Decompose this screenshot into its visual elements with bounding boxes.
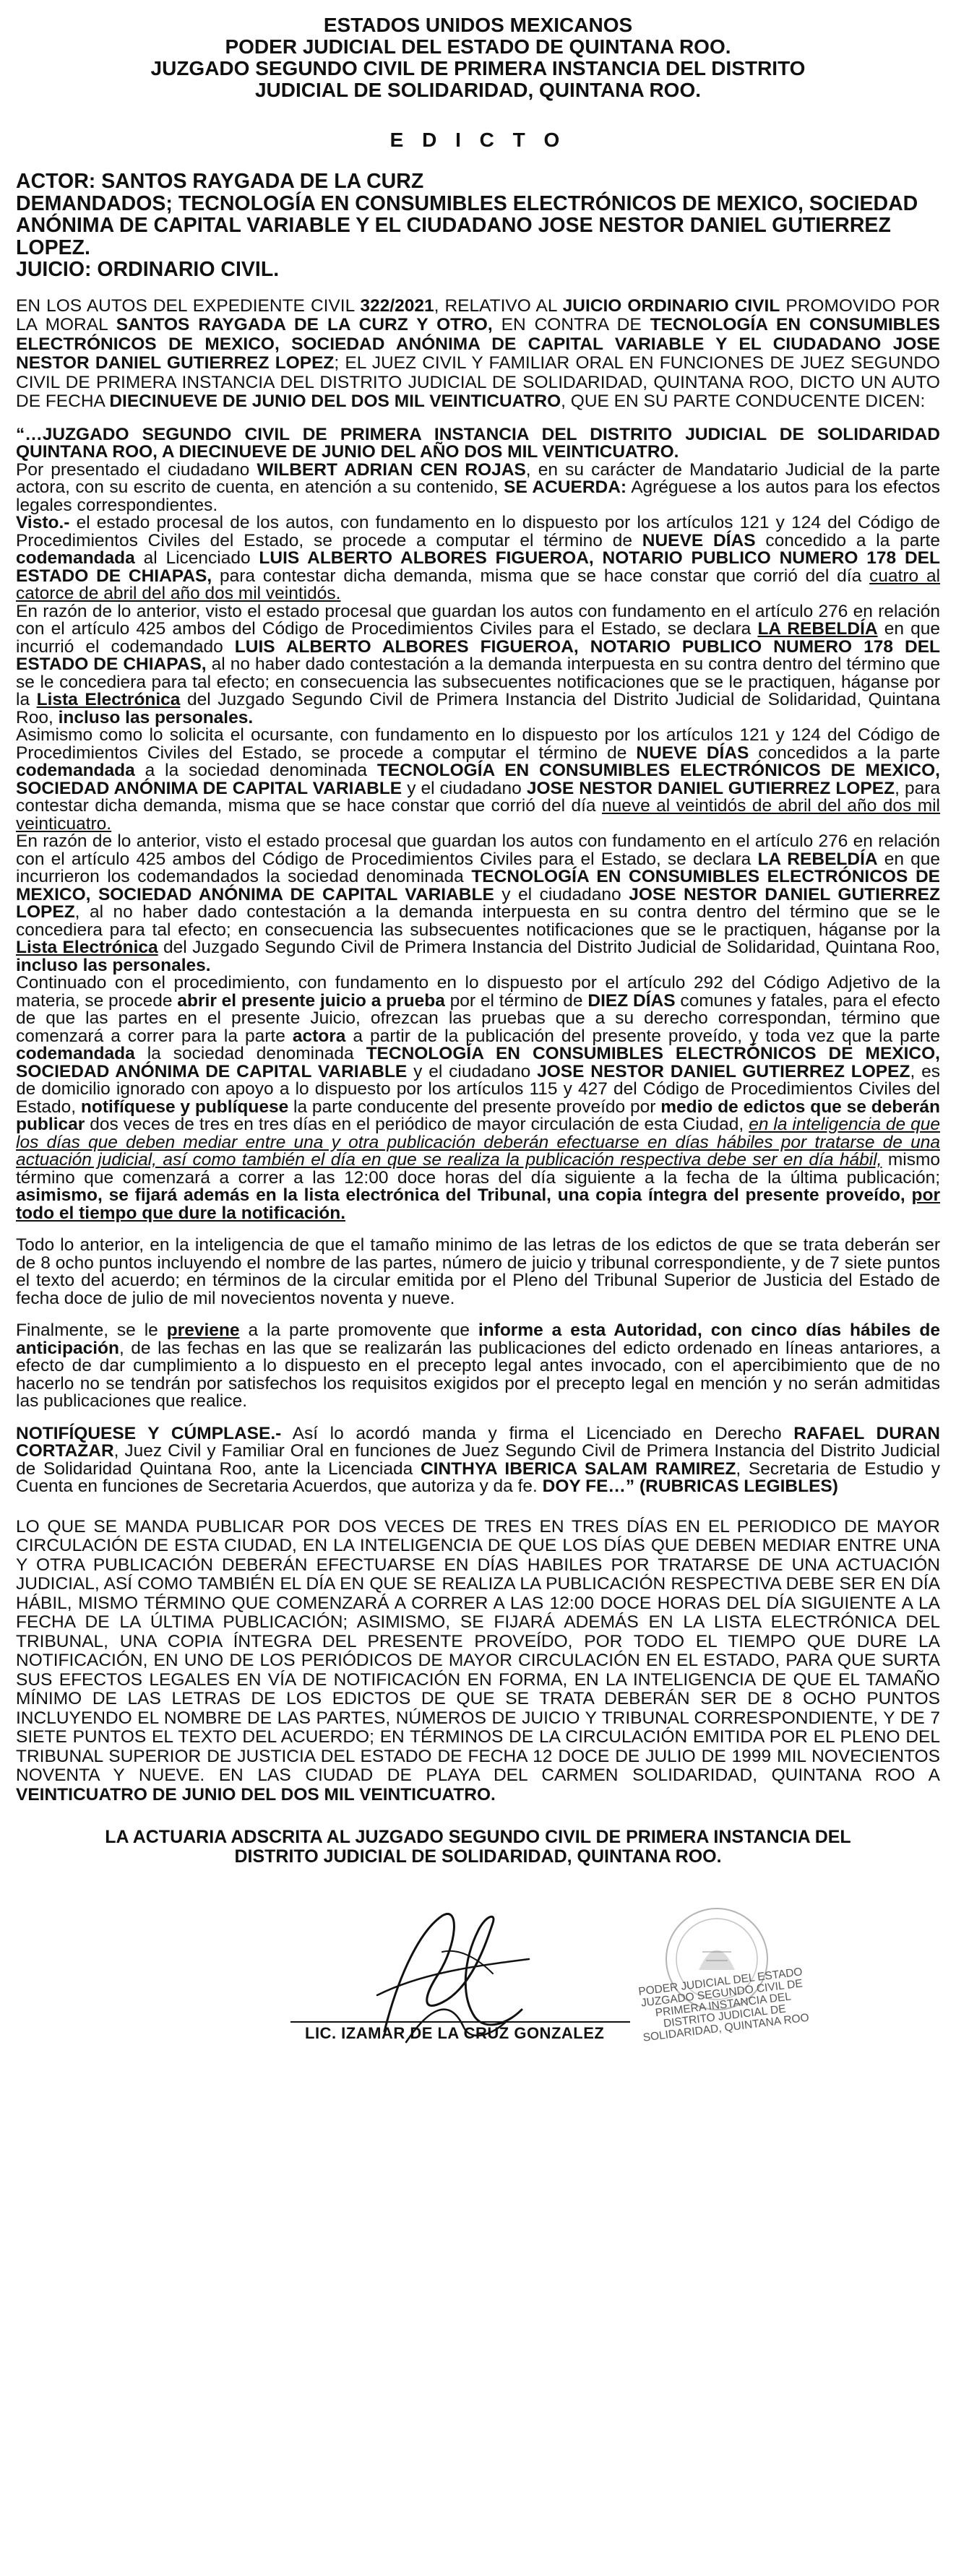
defendant-names: TECNOLOGÍA EN CONSUMIBLES ELECTRÓNICOS DE MEXICO, SOCIEDAD ANÓNIMA DE CAPITAL VARIABLE Y EL CIUDADANO JOSE NESTOR DANIEL GUTIERREZ LOPEZ [16, 315, 941, 373]
intro-text: PROMOVIDO POR LA MORAL [16, 295, 940, 334]
rebeldia: LA REBELDÍA [757, 619, 878, 639]
text-run: Continuado con el procedimiento, con fundamento en lo dispuesto por el artículo 292 del Código Adjetivo de la materia, se procede [16, 973, 940, 1011]
se-acuerda: SE ACUERDA: [504, 477, 627, 497]
text-run: mismo término que comenzará a correr a las 12:00 doce horas del día siguiente a la fecha de la última publicación; [16, 1150, 940, 1188]
incluso-personales: incluso las personales. [16, 955, 211, 975]
text-run: , es de domicilio ignorado con apoyo a lo dispuesto por los artículos 115 y 427 del Código de Procedimientos Civiles del Estado, [16, 1061, 940, 1117]
citizen-name: JOSE NESTOR DANIEL GUTIERREZ LOPEZ [16, 884, 940, 922]
todo-el-tiempo: por todo el tiempo que dure la notificación. [16, 1185, 940, 1223]
secretary-name: CINTHYA IBERICA SALAM RAMIREZ [420, 1458, 736, 1479]
lista-tribunal: asimismo, se fijará además en la lista electrónica del Tribunal, una copia íntegra del presente proveído, [16, 1185, 905, 1205]
intro-text: , QUE EN SU PARTE CONDUCENTE DICEN: [561, 392, 926, 411]
text-run: concedidos a la parte [749, 743, 940, 763]
text-run: del Juzgado Segundo Civil de Primera Instancia del Distrito Judicial de Solidaridad, Quintana Roo, [16, 690, 940, 727]
paragraph-prueba [16, 974, 940, 1222]
paragraph-notifiquese [16, 1425, 940, 1496]
document-header [16, 14, 940, 101]
citizen-name: JOSE NESTOR DANIEL GUTIERREZ LOPEZ [537, 1061, 910, 1081]
text-run: y el ciudadano [494, 884, 629, 904]
intro-text: EN LOS AUTOS DEL EXPEDIENTE CIVIL [16, 295, 361, 316]
text-run: Asimismo como lo solicita el ocursante, con fundamento en lo dispuesto por los artículos 121 y 124 del Código de Procedimientos Civiles del Estado, se procede a computar el término de [16, 725, 940, 763]
text-run: en que incurrió el codemandado [16, 619, 940, 657]
text-run: , Juez Civil y Familiar Oral en funciones de Juez Segundo Civil de Primera Instancia del Distrito Judicial de Solidaridad Quintana Roo, ante la Licenciada [16, 1441, 940, 1479]
informe-autoridad: informe a esta Autoridad, con cinco días hábiles de anticipación [16, 1321, 941, 1358]
auto-date: DIECINUEVE DE JUNIO DEL DOS MIL VEINTICUATRO [109, 392, 561, 411]
closing-line-2: DISTRITO JUDICIAL DE SOLIDARIDAD, QUINTANA ROO. [234, 1846, 722, 1867]
incluso-personales: incluso las personales. [58, 707, 254, 727]
plaintiff-name: SANTOS RAYGADA DE LA CURZ Y OTRO, [116, 315, 493, 334]
text-run: el estado procesal de los autos, con fundamento en lo dispuesto por los artículos 121 y 124 del Código de Procedimientos Civiles del Estado, se procede a computar el término de [16, 513, 940, 550]
medio-edictos: medio de edictos que se deberán publicar [16, 1097, 941, 1134]
header-line-3: JUZGADO SEGUNDO CIVIL DE PRIMERA INSTANCIA DEL DISTRITO [150, 57, 806, 79]
text-run: la parte conducente del presente proveído por [288, 1097, 661, 1117]
notary-name: LUIS ALBERTO ALBORES FIGUEROA, NOTARIO PUBLICO NUMERO 178 DEL ESTADO DE CHIAPAS, [16, 548, 940, 586]
publication-date: VEINTICUATRO DE JUNIO DEL DOS MIL VEINTICUATRO. [16, 1784, 496, 1805]
intro-text: , RELATIVO AL [434, 295, 563, 316]
codemandada: codemandada [16, 761, 135, 780]
text-run: , al no haber dado contestación a la demanda interpuesta en su contra dentro del término que se le concediera para tal efecto; en consecuencia las subsecuentes notificaciones que se le practiquen, háganse por la [16, 902, 940, 940]
date-range: cuatro al catorce de abril del año dos mil veintidós. [16, 566, 941, 603]
text-run: del Juzgado Segundo Civil de Primera Instancia del Distrito Judicial de Solidaridad, Quintana Roo, [158, 938, 940, 957]
text-run: y el ciudadano [402, 778, 527, 798]
text-run: En razón de lo anterior, visto el estado procesal que guardan los autos con fundamento en el artículo 276 en relación con el artículo 425 ambos del Código de Procedimientos Civiles para el Estado, se declara [16, 601, 940, 639]
doy-fe: DOY FE…” (RUBRICAS LEGIBLES) [542, 1477, 838, 1496]
text-run: Finalmente, se le [16, 1321, 167, 1340]
signature-area [16, 1872, 940, 2046]
text-run: y el ciudadano [407, 1061, 538, 1081]
notifiquese-publiquese: notifíquese y publíquese [80, 1097, 289, 1117]
citizen-name: JOSE NESTOR DANIEL GUTIERREZ LOPEZ [526, 778, 895, 798]
text-run: al Licenciado [134, 548, 259, 568]
signature-line [290, 2021, 630, 2023]
paragraph-tamano-letras: Todo lo anterior, en la inteligencia de que el tamaño minimo de las letras de los edictos de que se trata deberán ser de 8 ocho puntos incluyendo el nombre de las partes, número de juicio y tribunal correspondiente, y de 7 siete puntos el texto del acuerdo; en términos de la circular emitida por el Pleno del Tribunal Superior de Justicia del Estado de fecha doce de julio de mil novecientos noventa y nueve. [16, 1235, 940, 1308]
company-name: TECNOLOGÍA EN CONSUMIBLES ELECTRÓNICOS DE MEXICO, SOCIEDAD ANÓNIMA DE CAPITAL VARIABLE [16, 867, 940, 904]
text-run: en que incurrieron los codemandados la sociedad denominada [16, 849, 940, 886]
text-run: a la parte promovente que [239, 1321, 478, 1340]
lawsuit-type: JUICIO ORDINARIO CIVIL [562, 295, 780, 316]
codemandada: codemandada [16, 548, 135, 568]
notary-name: LUIS ALBERTO ALBORES FIGUEROA, NOTARIO PUBLICO NUMERO 178 DEL ESTADO DE CHIAPAS, [16, 636, 940, 674]
edicto-title: E D I C T O [389, 129, 567, 151]
text-run: por el término de [444, 990, 588, 1011]
text-run: , Secretaria de Estudio y Cuenta en funciones de Secretaria Acuerdos, que autoriza y da fe. [16, 1458, 940, 1496]
parties-block [16, 170, 940, 281]
paragraph-rebeldia-codemandados [16, 833, 940, 974]
text-run: , para contestar dicha demanda, misma que se hace constar que corrió del día [16, 778, 940, 816]
stamp-text: PODER JUDICIAL DEL ESTADO JUZGADO SEGUNDO CIVIL DE PRIMERA INSTANCIA DEL DISTRITO JUDICIAL DE SOLIDARIDAD, QUINTANA ROO [637, 1966, 810, 2044]
attorney-name: WILBERT ADRIAN CEN ROJAS [257, 459, 526, 480]
paragraph-previene [16, 1322, 940, 1411]
lista-electronica: Lista Electrónica [36, 690, 181, 709]
date-range: nueve al veintidós de abril del año dos mil veinticuatro. [16, 796, 941, 834]
actora: actora [292, 1026, 346, 1046]
text-run: a partir de la publicación del presente proveído, y toda vez que la parte [345, 1026, 940, 1046]
lawsuit-type-line: JUICIO: ORDINARIO CIVIL. [16, 258, 280, 281]
text-run: al no haber dado contestación a la demanda interpuesta en su contra dentro del término que se le concediera para tal efecto; en consecuencia las subsecuentes notificaciones que se le practiquen, háganse por la [16, 654, 941, 709]
intro-paragraph [16, 297, 940, 412]
judge-name: RAFAEL DURAN CORTAZAR [16, 1423, 940, 1461]
edicto-document [0, 14, 956, 2576]
codemandada: codemandada [16, 1044, 135, 1063]
text-run: Agréguese a los autos para los efectos legales correspondientes. [16, 477, 941, 515]
intro-text: ; EL JUEZ CIVIL Y FAMILIAR ORAL EN FUNCIONES DE JUEZ SEGUNDO CIVIL DE PRIMERA INSTANCIA DEL DISTRITO JUDICIAL DE SOLIDARIDAD, QUINTANA ROO, DICTO UN AUTO DE FECHA [16, 353, 940, 411]
text-run: comunes y fatales, para el efecto de que las partes en el presente Juicio, ofrezcan las pruebas que a su derecho correspondan, término que comenzará a correr para la parte [16, 990, 940, 1046]
actor-line: ACTOR: SANTOS RAYGADA DE LA CURZ [16, 170, 424, 193]
text-run: Por presentado el ciudadano [16, 459, 257, 480]
text-run: Así lo acordó manda y firma el Licenciado en Derecho [281, 1423, 794, 1443]
header-line-1: ESTADOS UNIDOS MEXICANOS [323, 14, 633, 36]
auto-heading: “…JUZGADO SEGUNDO CIVIL DE PRIMERA INSTANCIA DEL DISTRITO JUDICIAL DE SOLIDARIDAD QUINTANA ROO, A DIECINUEVE DE JUNIO DEL AÑO DOS MIL VEINTICUATRO. [16, 424, 940, 462]
defendants-line: DEMANDADOS; TECNOLOGÍA EN CONSUMIBLES ELECTRÓNICOS DE MEXICO, SOCIEDAD ANÓNIMA DE CAPITAL VARIABLE Y EL CIUDADANO JOSE NESTOR DANIEL GUTIERREZ LOPEZ. [16, 191, 918, 259]
closing-line-1: LA ACTUARIA ADSCRITA AL JUZGADO SEGUNDO CIVIL DE PRIMERA INSTANCIA DEL [105, 1827, 851, 1847]
term-days: DIEZ DÍAS [587, 990, 676, 1011]
paragraph-visto [16, 514, 940, 603]
text-run: dos veces de tres en tres días en el periódico de mayor circulación de esta Ciudad, [85, 1115, 749, 1134]
publication-paragraph [16, 1518, 940, 1805]
paragraph-rebeldia-notario [16, 603, 940, 727]
text-run: concedido a la parte [755, 530, 940, 550]
term-days: NUEVE DÍAS [642, 530, 756, 550]
signer-name: LIC. IZAMAR DE LA CRUZ GONZALEZ [305, 2024, 605, 2042]
text-run: , de las fechas en las que se realizarán las publicaciones del edicto ordenado en líneas antariores, a efecto de dar cumplimiento a lo dispuesto en el precepto legal antes invocado, con el apercibimiento que de no hacerlo no se tendrán por satisfechos los requisitos exigidos por el precepto legal en mención y no serán admitidas las publicaciones que realice. [16, 1338, 940, 1411]
term-days: NUEVE DÍAS [636, 743, 749, 763]
auto-transcript [16, 426, 940, 1496]
rebeldia: LA REBELDÍA [757, 849, 878, 869]
company-name: TECNOLOGÍA EN CONSUMIBLES ELECTRÓNICOS DE MEXICO, SOCIEDAD ANÓNIMA DE CAPITAL VARIABLE [16, 1044, 940, 1081]
visto-label: Visto.- [16, 513, 70, 532]
dias-habiles-note: en la inteligencia de que los días que deben mediar entre una y otra publicación deberán efectuarse en días hábiles por tratarse de una actuación judicial, así como también el día en que se realiza la publicación respectiva debe ser en día hábil, [16, 1115, 941, 1170]
intro-text: EN CONTRA DE [492, 315, 650, 334]
previene: previene [166, 1321, 240, 1340]
text-run: a la sociedad denominada [134, 761, 377, 780]
abrir-prueba: abrir el presente juicio a prueba [177, 990, 445, 1011]
text-run: , en su carácter de Mandatario Judicial de la parte actora, con su escrito de cuenta, en atención a su contenido, [16, 459, 940, 497]
company-name: TECNOLOGÍA EN CONSUMIBLES ELECTRÓNICOS DE MEXICO, SOCIEDAD ANÓNIMA DE CAPITAL VARIABLE [16, 761, 940, 798]
text-run: LO QUE SE MANDA PUBLICAR POR DOS VECES DE TRES EN TRES DÍAS EN EL PERIODICO DE MAYOR CIRCULACIÓN DE ESTA CIUDAD, EN LA INTELIGENCIA DE QUE LOS DÍAS QUE DEBEN MEDIAR ENTRE UNA Y OTRA PUBLICACIÓN DEBERÁN EFECTUARSE EN DÍAS HABILES POR TRATARSE DE UNA ACTUACIÓN JUDICIAL, ASÍ COMO TAMBIÉN EL DÍA EN QUE SE REALIZA LA PUBLICACIÓN RESPECTIVA DEBE SER EN DÍA HÁBIL, MISMO TÉRMINO QUE COMENZARÁ A CORRER A LAS 12:00 DOCE HORAS DEL DÍA SIGUIENTE A LA FECHA DE LA ÚLTIMA PUBLICACIÓN; ASIMISMO, SE FIJARÁ ADEMÁS EN LA LISTA ELECTRÓNICA DEL TRIBUNAL, UNA COPIA ÍNTEGRA DEL PRESENTE PROVEÍDO, POR TODO EL TIEMPO QUE DURE LA NOTIFICACIÓN, EN UNO DE LOS PERIÓDICOS DE MAYOR CIRCULACIÓN EN EL ESTADO, PARA QUE SURTA SUS EFECTOS LEGALES EN VÍA DE NOTIFICACIÓN EN FORMA, EN LA INTELIGENCIA DE QUE EL TAMAÑO MÍNIMO DE LAS LETRAS DE LOS EDICTOS DE QUE SE TRATA DEBERÁN SER DE 8 OCHO PUNTOS INCLUYENDO EL NOMBRE DE LAS PARTES, NÚMEROS DE JUICIO Y TRIBUNAL CORRESPONDIENTE, Y DE 7 SIETE PUNTOS EL TEXTO DEL ACUERDO; EN TÉRMINOS DE LA CIRCULACIÓN EMITIDA POR EL PLENO DEL TRIBUNAL SUPERIOR DE JUSTICIA DEL ESTADO DE FECHA 12 DOCE DE JULIO DE 1999 MIL NOVECIENTOS NOVENTA Y NUEVE. EN LAS CIUDAD DE PLAYA DEL CARMEN SOLIDARIDAD, QUINTANA ROO A [16, 1516, 940, 1785]
text-run: En razón de lo anterior, visto el estado procesal que guardan los autos con fundamento en el artículo 276 en relación con el artículo 425 ambos del Código de Procedimientos Civiles para el Estado, se declara [16, 831, 940, 869]
lista-electronica: Lista Electrónica [16, 938, 158, 957]
notifiquese-cumplase: NOTIFÍQUESE Y CÚMPLASE.- [16, 1423, 282, 1443]
text-run: para contestar dicha demanda, misma que se hace constar que corrió del día [212, 566, 870, 586]
header-line-2: PODER JUDICIAL DEL ESTADO DE QUINTANA ROO. [225, 35, 731, 58]
case-number: 322/2021 [360, 295, 434, 316]
closing-block [16, 1828, 940, 1867]
paragraph-presentado [16, 459, 941, 515]
header-line-4: JUDICIAL DE SOLIDARIDAD, QUINTANA ROO. [254, 79, 702, 101]
paragraph-asimismo [16, 727, 940, 833]
text-run: la sociedad denominada [134, 1044, 366, 1063]
